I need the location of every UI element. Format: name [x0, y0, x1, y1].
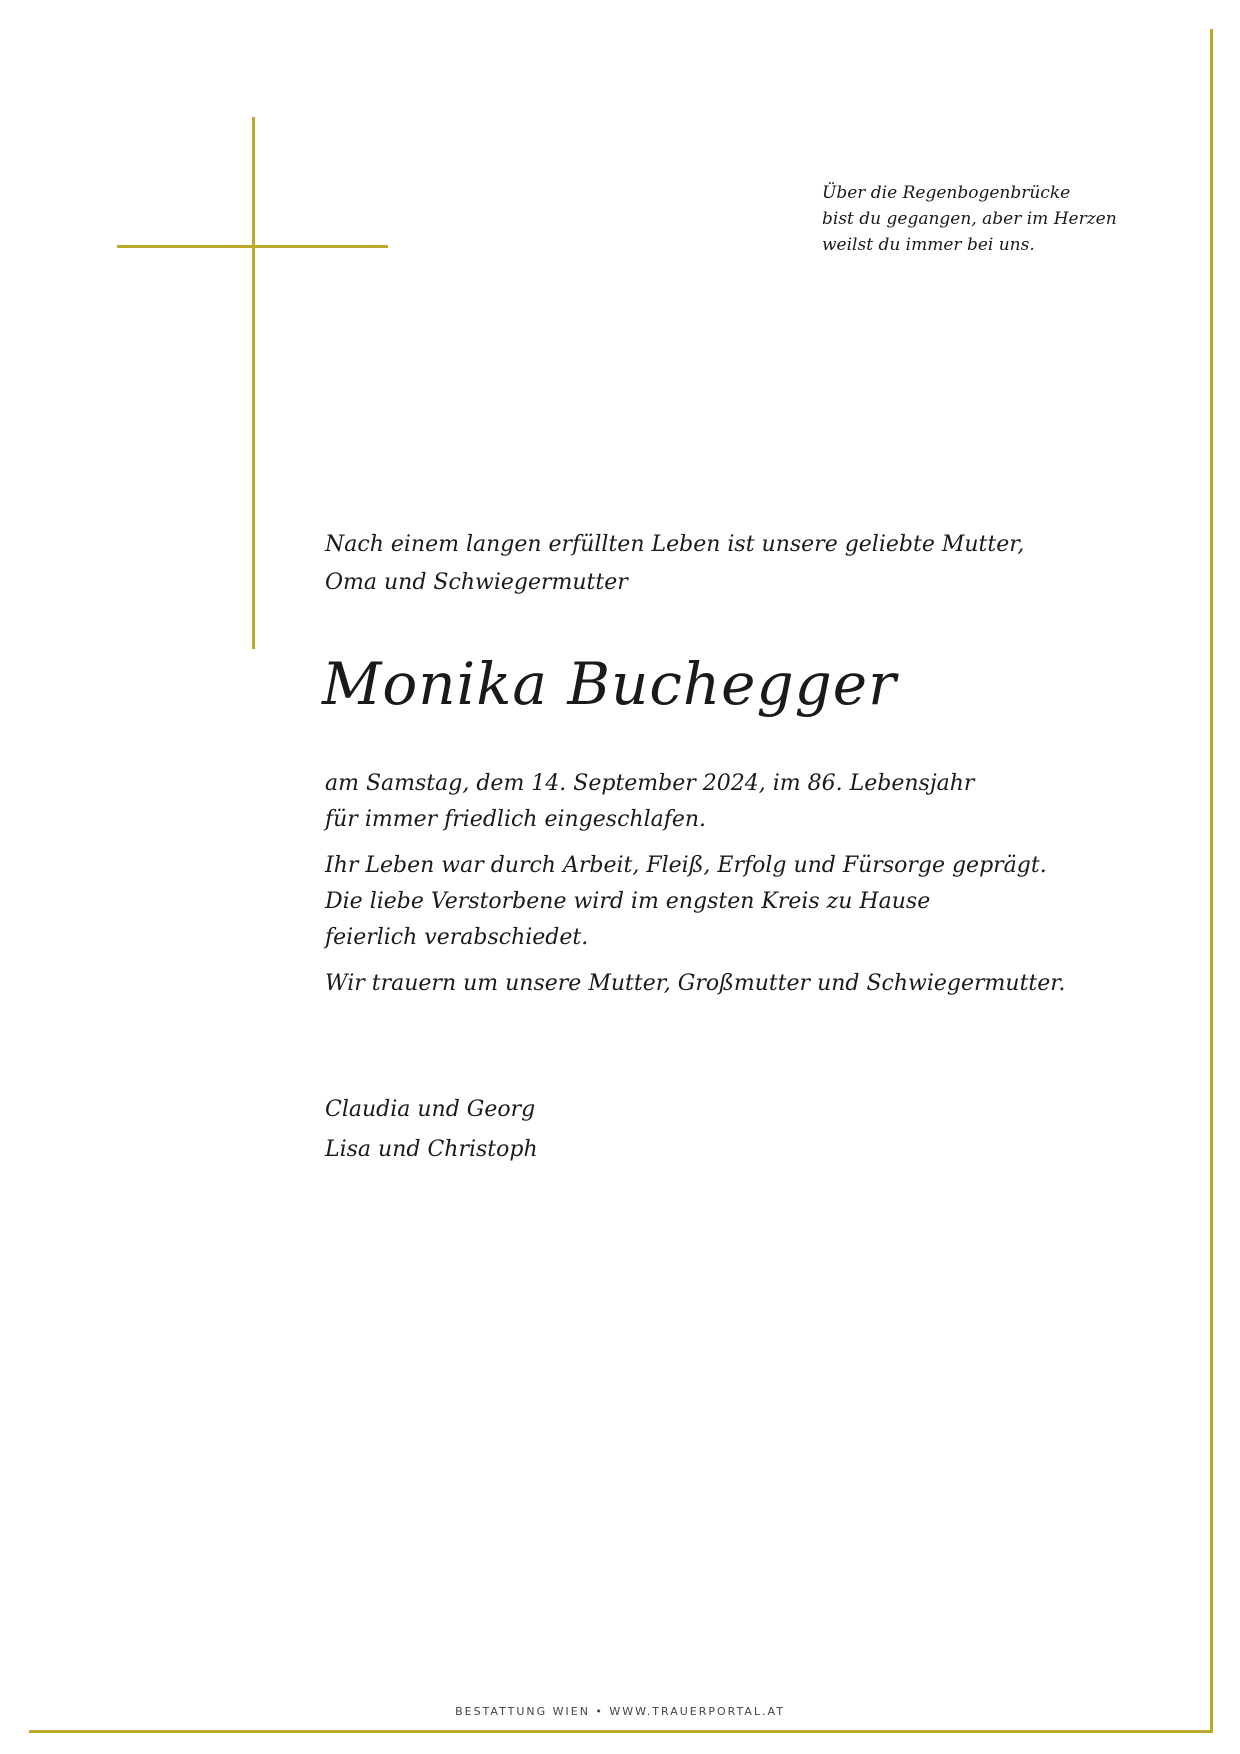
cross-horizontal-bar — [117, 245, 388, 248]
life-paragraph — [325, 848, 1185, 956]
body-line: Die liebe Verstorbene wird im engsten Kreis zu Hause — [325, 889, 931, 914]
motto-line: weilst du immer bei uns. — [822, 235, 1035, 255]
motto-line: bist du gegangen, aber im Herzen — [822, 209, 1117, 229]
body-line: Ihr Leben war durch Arbeit, Fleiß, Erfolg und Fürsorge geprägt. — [325, 853, 1047, 878]
cross-vertical-bar — [252, 117, 255, 649]
frame-bottom-border — [29, 1730, 1213, 1733]
intro-text — [325, 526, 1125, 602]
footer-credit: BESTATTUNG WIEN • WWW.TRAUERPORTAL.AT — [455, 1705, 785, 1718]
intro-line: Nach einem langen erfüllten Leben ist unsere geliebte Mutter, — [325, 532, 1025, 557]
body-line: feierlich verabschiedet. — [325, 925, 589, 950]
signature-line: Claudia und Georg — [325, 1097, 536, 1122]
frame-right-border — [1210, 29, 1213, 1733]
intro-line: Oma und Schwiegermutter — [325, 570, 628, 595]
motto-quote — [822, 180, 1152, 258]
death-notice-paragraph — [325, 766, 1185, 838]
body-line: für immer friedlich eingeschlafen. — [325, 807, 707, 832]
mourning-paragraph — [325, 966, 1185, 1002]
motto-line: Über die Regenbogenbrücke — [822, 183, 1071, 203]
deceased-name: Monika Buchegger — [322, 650, 897, 718]
signature-line: Lisa und Christoph — [325, 1137, 538, 1162]
body-line: am Samstag, dem 14. September 2024, im 86. Lebensjahr — [325, 771, 975, 796]
body-line: Wir trauern um unsere Mutter, Großmutter und Schwiegermutter. — [325, 971, 1066, 996]
mourners-signatures — [325, 1090, 925, 1170]
obituary-body — [325, 766, 1185, 1012]
